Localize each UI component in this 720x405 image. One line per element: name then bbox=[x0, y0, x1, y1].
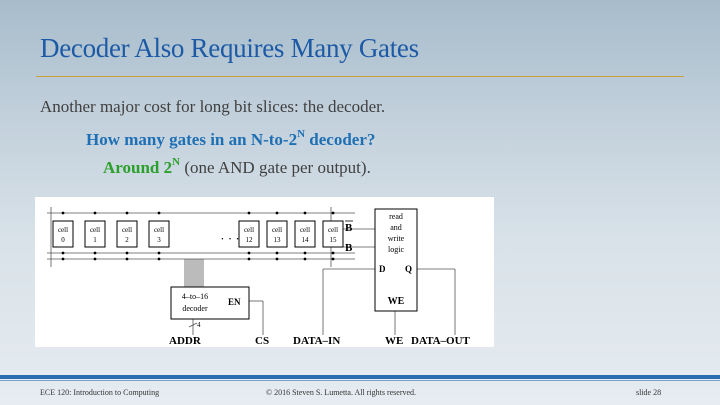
footer-slide-number: slide 28 bbox=[636, 388, 662, 397]
line3-text: Around 2 bbox=[103, 158, 173, 177]
d-label: D bbox=[379, 264, 386, 274]
rw-line-2: write bbox=[387, 234, 405, 243]
wire-junction bbox=[276, 258, 279, 261]
rw-line-0: read bbox=[389, 212, 403, 221]
wire-junction bbox=[94, 212, 97, 215]
line3-superscript: N bbox=[172, 156, 181, 169]
addr-label: ADDR bbox=[169, 335, 201, 347]
wire-junction bbox=[332, 252, 335, 255]
wire-junction bbox=[62, 212, 65, 215]
wire-junction bbox=[158, 212, 161, 215]
cell-number: 12 bbox=[245, 236, 253, 244]
line2-text-end: decoder? bbox=[305, 130, 376, 149]
wire-junction bbox=[126, 258, 129, 261]
wire-junction bbox=[248, 258, 251, 261]
wire-junction bbox=[276, 212, 279, 215]
wire-junction bbox=[304, 212, 307, 215]
title-rule bbox=[36, 76, 684, 77]
cell-ellipsis: · · · bbox=[220, 231, 240, 246]
line2-text: How many gates in an N-to-2 bbox=[86, 130, 298, 149]
wire-junction bbox=[248, 252, 251, 255]
cell-number: 14 bbox=[301, 236, 309, 244]
text-line-3 bbox=[103, 158, 371, 178]
wire-junction bbox=[94, 258, 97, 261]
cell-number: 3 bbox=[157, 236, 161, 244]
bus-width-label: 4 bbox=[197, 321, 201, 329]
wire-junction bbox=[248, 212, 251, 215]
we-label: WE bbox=[385, 335, 404, 347]
wire-junction bbox=[62, 258, 65, 261]
cell-number: 2 bbox=[125, 236, 129, 244]
line3-highlight bbox=[103, 158, 180, 177]
line2-superscript: N bbox=[297, 128, 306, 141]
footer-bar bbox=[0, 375, 720, 379]
text-line-2 bbox=[86, 130, 375, 150]
footer-rule bbox=[0, 380, 720, 381]
wire-junction bbox=[276, 252, 279, 255]
wire-junction bbox=[304, 258, 307, 261]
b-label: B bbox=[345, 242, 353, 254]
slide-title: Decoder Also Requires Many Gates bbox=[40, 33, 419, 63]
cell-number: 15 bbox=[329, 236, 337, 244]
text-line-1: Another major cost for long bit slices: the decoder. bbox=[40, 97, 386, 116]
wire-junction bbox=[304, 252, 307, 255]
wire-junction bbox=[332, 212, 335, 215]
memory-diagram-svg bbox=[35, 197, 494, 347]
wire-junction bbox=[158, 258, 161, 261]
we-box-label: WE bbox=[387, 296, 405, 307]
cell-number: 13 bbox=[273, 236, 281, 244]
wire-junction bbox=[126, 252, 129, 255]
cell-label: cell bbox=[89, 226, 101, 234]
cell-label: cell bbox=[153, 226, 165, 234]
rw-line-1: and bbox=[390, 223, 402, 232]
cell-label: cell bbox=[299, 226, 311, 234]
wire-junction bbox=[332, 258, 335, 261]
data-out-label: DATA–OUT bbox=[411, 335, 470, 347]
cell-label: cell bbox=[327, 226, 339, 234]
decoder-line-1: decoder bbox=[182, 304, 208, 313]
rw-line-3: logic bbox=[388, 245, 404, 254]
q-label: Q bbox=[405, 264, 413, 274]
cell-number: 1 bbox=[93, 236, 97, 244]
wire-junction bbox=[126, 212, 129, 215]
cell-label: cell bbox=[243, 226, 255, 234]
decoder-line-0: 4–to–16 bbox=[181, 292, 209, 301]
b-bar-label: B bbox=[345, 222, 353, 234]
data-in-label: DATA–IN bbox=[293, 335, 341, 347]
cell-number: 0 bbox=[61, 236, 65, 244]
en-label: EN bbox=[228, 297, 241, 307]
cell-label: cell bbox=[271, 226, 283, 234]
footer-course: ECE 120: Introduction to Computing bbox=[40, 388, 160, 397]
cell-label: cell bbox=[121, 226, 133, 234]
footer-copyright: © 2016 Steven S. Lumetta. All rights reserved. bbox=[266, 388, 417, 397]
wire-junction bbox=[158, 252, 161, 255]
cs-label: CS bbox=[255, 335, 270, 347]
wire-junction bbox=[62, 252, 65, 255]
cell-label: cell bbox=[57, 226, 69, 234]
wire-junction bbox=[94, 252, 97, 255]
memory-diagram bbox=[35, 197, 494, 347]
line3-text-end: (one AND gate per output). bbox=[180, 158, 371, 177]
